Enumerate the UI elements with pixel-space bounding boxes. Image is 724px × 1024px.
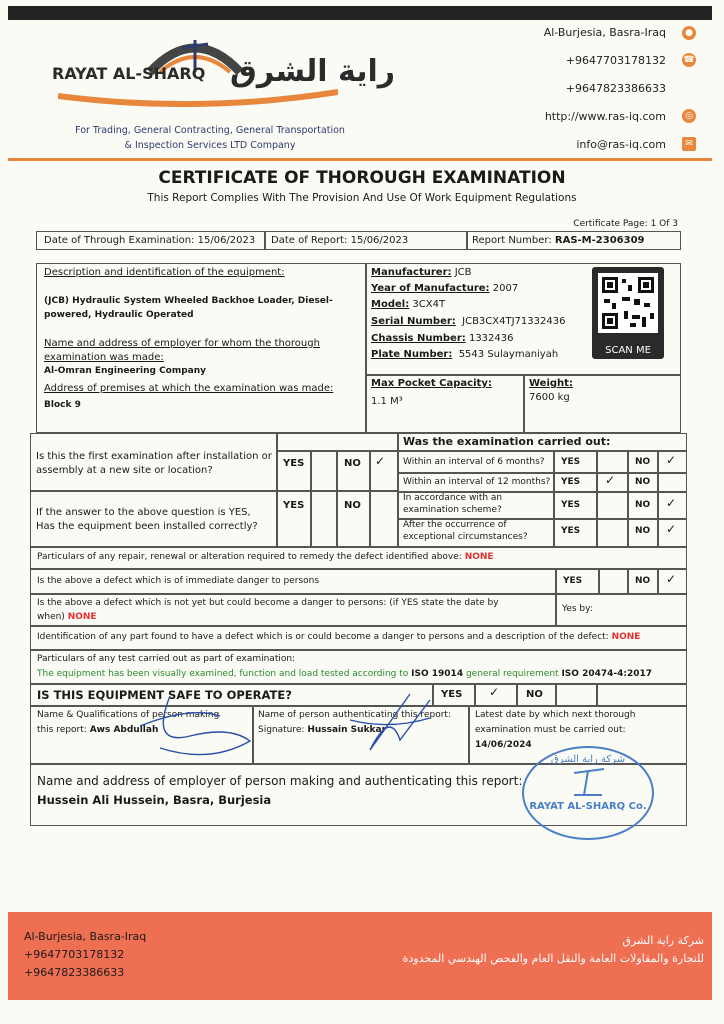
premises-label: Address of premises at which the examination was made:: [44, 383, 334, 394]
header-email[interactable]: info@ras-iq.com: [576, 138, 666, 151]
exam-date: Date of Through Examination: 15/06/2023: [44, 235, 256, 246]
test-text-1: The equipment has been visually examined, function and load tested according to: [37, 669, 409, 679]
report-number-value: RAS-M-2306309: [554, 235, 645, 246]
divider: [596, 684, 598, 706]
stamp-text-ar: شركة راية الشرق: [550, 754, 626, 765]
page-subtitle: This Report Complies With The Provision And Use Of Work Equipment Regulations: [147, 192, 577, 204]
footer-arabic: [403, 932, 704, 968]
capacity-value: 1.1 M³: [371, 396, 403, 407]
footer-ar-line-1: شركة راية الشرق: [622, 934, 704, 947]
interval-6-yes[interactable]: YES: [561, 457, 581, 467]
divider: [365, 263, 367, 433]
interval-6-no-check: ✓: [666, 453, 677, 467]
divider: [474, 684, 476, 706]
chassis: [371, 333, 514, 344]
serial-label: Serial Number:: [371, 316, 456, 327]
header-website[interactable]: http://www.ras-iq.com: [544, 110, 666, 123]
divider: [276, 450, 397, 452]
divider: [627, 450, 629, 547]
divider: [523, 374, 525, 433]
yes-by-label: Yes by:: [562, 604, 593, 614]
first-exam-question: Is this the first examination after installation or assembly at a new site or location?: [36, 451, 272, 476]
header-divider: [8, 158, 712, 161]
tagline-line-2: & Inspection Services LTD Company: [124, 140, 296, 151]
signature-aws-icon: [130, 686, 260, 766]
stamp-text-en: RAYAT AL-SHARQ Co.: [529, 801, 647, 812]
divider: [369, 450, 371, 547]
interval-12-question: Within an interval of 12 months?: [403, 477, 551, 487]
repair-question: [37, 552, 494, 562]
tagline-line-1: For Trading, General Contracting, General Transportation: [75, 125, 345, 136]
page-title: CERTIFICATE OF THOROUGH EXAMINATION: [158, 168, 566, 188]
divider: [397, 472, 687, 474]
footer-phone-1: +9647703178132: [24, 948, 125, 961]
phone-icon: ☎: [683, 55, 695, 65]
company-name-ar: راية الشرق: [230, 54, 396, 89]
identification-value: NONE: [611, 632, 641, 642]
divider: [264, 231, 266, 250]
employer-auth-value: Hussein Ali Hussein, Basra, Burjesia: [37, 793, 272, 807]
year-value: 2007: [492, 283, 519, 294]
location-icon: ●: [682, 26, 696, 40]
auth-signature-label: Signature:: [258, 725, 305, 735]
globe-icon: ◎: [682, 109, 696, 123]
certificate-page: Certificate Page: 1 Of 3: [573, 219, 678, 229]
qr-code-icon: [592, 267, 664, 339]
scheme-no[interactable]: NO: [635, 500, 651, 510]
interval-12-yes-check: ✓: [605, 473, 616, 487]
qr-code[interactable]: [592, 267, 664, 359]
installed-no[interactable]: NO: [344, 500, 361, 511]
immediate-question: Is the above a defect which is of immediate danger to persons: [37, 576, 320, 586]
header-address: Al-Burjesia, Basra-Iraq: [543, 26, 666, 39]
employer-label: Name and address of employer for whom the thorough examination was made:: [44, 338, 320, 363]
future-danger-line-2: [37, 612, 97, 622]
company-stamp: [522, 746, 654, 840]
qualifications-label-1: Name & Qualifications of person making: [37, 710, 220, 720]
exceptional-no-check: ✓: [666, 522, 677, 536]
test-iso-1: ISO 19014: [411, 669, 464, 679]
divider: [627, 569, 629, 594]
repair-label: Particulars of any repair, renewal or alteration required to remedy the defect identified above:: [37, 552, 462, 562]
auth-name: Hussain Sukkar: [307, 725, 387, 735]
divider: [397, 450, 687, 452]
model-label: Model:: [371, 299, 410, 310]
report-number-label: Report Number:: [472, 235, 552, 246]
top-bar: [8, 6, 712, 20]
footer-phone-2: +9647823386633: [24, 966, 125, 979]
divider: [555, 569, 557, 594]
chassis-label: Chassis Number:: [371, 333, 466, 344]
chassis-value: 1332436: [468, 333, 514, 344]
exceptional-no[interactable]: NO: [635, 526, 651, 536]
qualifications-name: Aws Abdullah: [89, 725, 159, 735]
scheme-yes[interactable]: YES: [561, 500, 581, 510]
interval-12-yes[interactable]: YES: [561, 477, 581, 487]
capacity-label: Max Pocket Capacity:: [371, 378, 492, 389]
scheme-no-check: ✓: [666, 496, 677, 510]
footer-address: Al-Burjesia, Basra-Iraq: [24, 930, 147, 943]
premises-value: Block 9: [44, 400, 81, 410]
first-exam-yes[interactable]: YES: [283, 458, 305, 469]
desc-value: (JCB) Hydraulic System Wheeled Backhoe Loader, Diesel-powered, Hydraulic Operated: [44, 296, 333, 320]
future-danger-value: NONE: [67, 612, 97, 622]
company-name-en: RAYAT AL-SHARQ: [52, 64, 206, 83]
exceptional-yes[interactable]: YES: [561, 526, 581, 536]
divider: [553, 450, 555, 547]
exceptional-question: After the occurrence of exceptional circumstances?: [403, 520, 528, 542]
desc-label: Description and identification of the equipment:: [44, 267, 285, 278]
signature-hussain-icon: [330, 690, 440, 760]
header-phone-1: +9647703178132: [565, 54, 666, 67]
divider: [555, 684, 557, 706]
weight-label: Weight:: [529, 378, 573, 389]
year-label: Year of Manufacture:: [371, 283, 490, 294]
next-exam-label-1: Latest date by which next thorough: [475, 710, 636, 720]
report-number: [472, 235, 645, 246]
carried-out-title: Was the examination carried out:: [403, 435, 611, 448]
interval-6-question: Within an interval of 6 months?: [403, 457, 545, 467]
test-text-2: general requirement: [465, 669, 559, 679]
logo-swoosh-icon: [58, 88, 338, 112]
divider: [30, 490, 397, 492]
employer-auth-label: Name and address of employer of person making and authenticating this report:: [37, 774, 523, 788]
model-value: 3CX4T: [412, 299, 446, 310]
plate: [371, 349, 558, 360]
test-description: [37, 669, 652, 679]
immediate-no-check: ✓: [666, 572, 677, 586]
first-exam-no-check: ✓: [375, 454, 386, 468]
weight-value: 7600 kg: [529, 392, 570, 403]
test-label: Particulars of any test carried out as part of examination:: [37, 654, 296, 664]
identification-question: [37, 632, 640, 642]
immediate-no[interactable]: NO: [635, 576, 651, 586]
divider: [466, 231, 468, 250]
divider: [555, 594, 557, 626]
safe-question: IS THIS EQUIPMENT SAFE TO OPERATE?: [37, 688, 292, 702]
divider: [596, 450, 598, 547]
installed-correctly-question: If the answer to the above question is YES, Has the equipment been installed correctly?: [36, 507, 258, 532]
first-exam-no[interactable]: NO: [344, 458, 361, 469]
safe-yes[interactable]: YES: [441, 689, 463, 700]
identification-label: Identification of any part found to have a defect which is or could become a danger to persons and a description of the defect:: [37, 632, 609, 642]
plate-value: 5543 Sulaymaniyah: [458, 349, 559, 360]
header-phone-2: +9647823386633: [565, 82, 666, 95]
safe-yes-check: ✓: [489, 685, 500, 699]
divider: [310, 450, 312, 547]
test-iso-2: ISO 20474-4:2017: [561, 669, 653, 679]
future-danger-when: when): [37, 612, 65, 622]
scan-me-label: SCAN ME: [605, 345, 651, 356]
report-date: Date of Report: 15/06/2023: [271, 235, 409, 246]
employer-value: Al-Omran Engineering Company: [44, 366, 207, 376]
scheme-question: In accordance with an examination scheme?: [403, 493, 503, 515]
interval-12-no[interactable]: NO: [635, 477, 651, 487]
next-exam-date: 14/06/2024: [475, 740, 532, 750]
year: [371, 283, 518, 294]
divider: [516, 684, 518, 706]
manufacturer-label: Manufacturer:: [371, 267, 452, 278]
model: [371, 299, 445, 310]
repair-value: NONE: [464, 552, 494, 562]
divider: [598, 569, 600, 594]
next-exam-label-2: examination must be carried out:: [475, 725, 626, 735]
divider: [468, 706, 470, 764]
divider: [336, 450, 338, 547]
stamp-pumpjack-icon: [524, 765, 652, 801]
serial-value: JCB3CX4TJ71332436: [462, 316, 566, 327]
footer-ar-line-2: للتجارة والمقاولات العامة والنقل العام والفحص الهندسي المحدودة: [402, 952, 704, 965]
interval-6-no[interactable]: NO: [635, 457, 651, 467]
mail-icon: ✉: [682, 137, 696, 151]
auth-label: Name of person authenticating this report:: [258, 710, 451, 720]
manufacturer: [371, 267, 472, 278]
footer-contact: [24, 928, 146, 982]
future-danger-line-1: Is the above a defect which is not yet but could become a danger to persons: (if YES state the date by: [37, 598, 499, 608]
plate-label: Plate Number:: [371, 349, 453, 360]
installed-yes[interactable]: YES: [283, 500, 305, 511]
safe-no[interactable]: NO: [526, 689, 543, 700]
divider: [657, 450, 659, 547]
serial: [371, 316, 565, 327]
divider: [657, 569, 659, 594]
manufacturer-value: JCB: [454, 267, 472, 278]
qualifications-label-2: this report:: [37, 725, 87, 735]
immediate-yes[interactable]: YES: [563, 576, 583, 586]
company-tagline: [20, 123, 400, 153]
